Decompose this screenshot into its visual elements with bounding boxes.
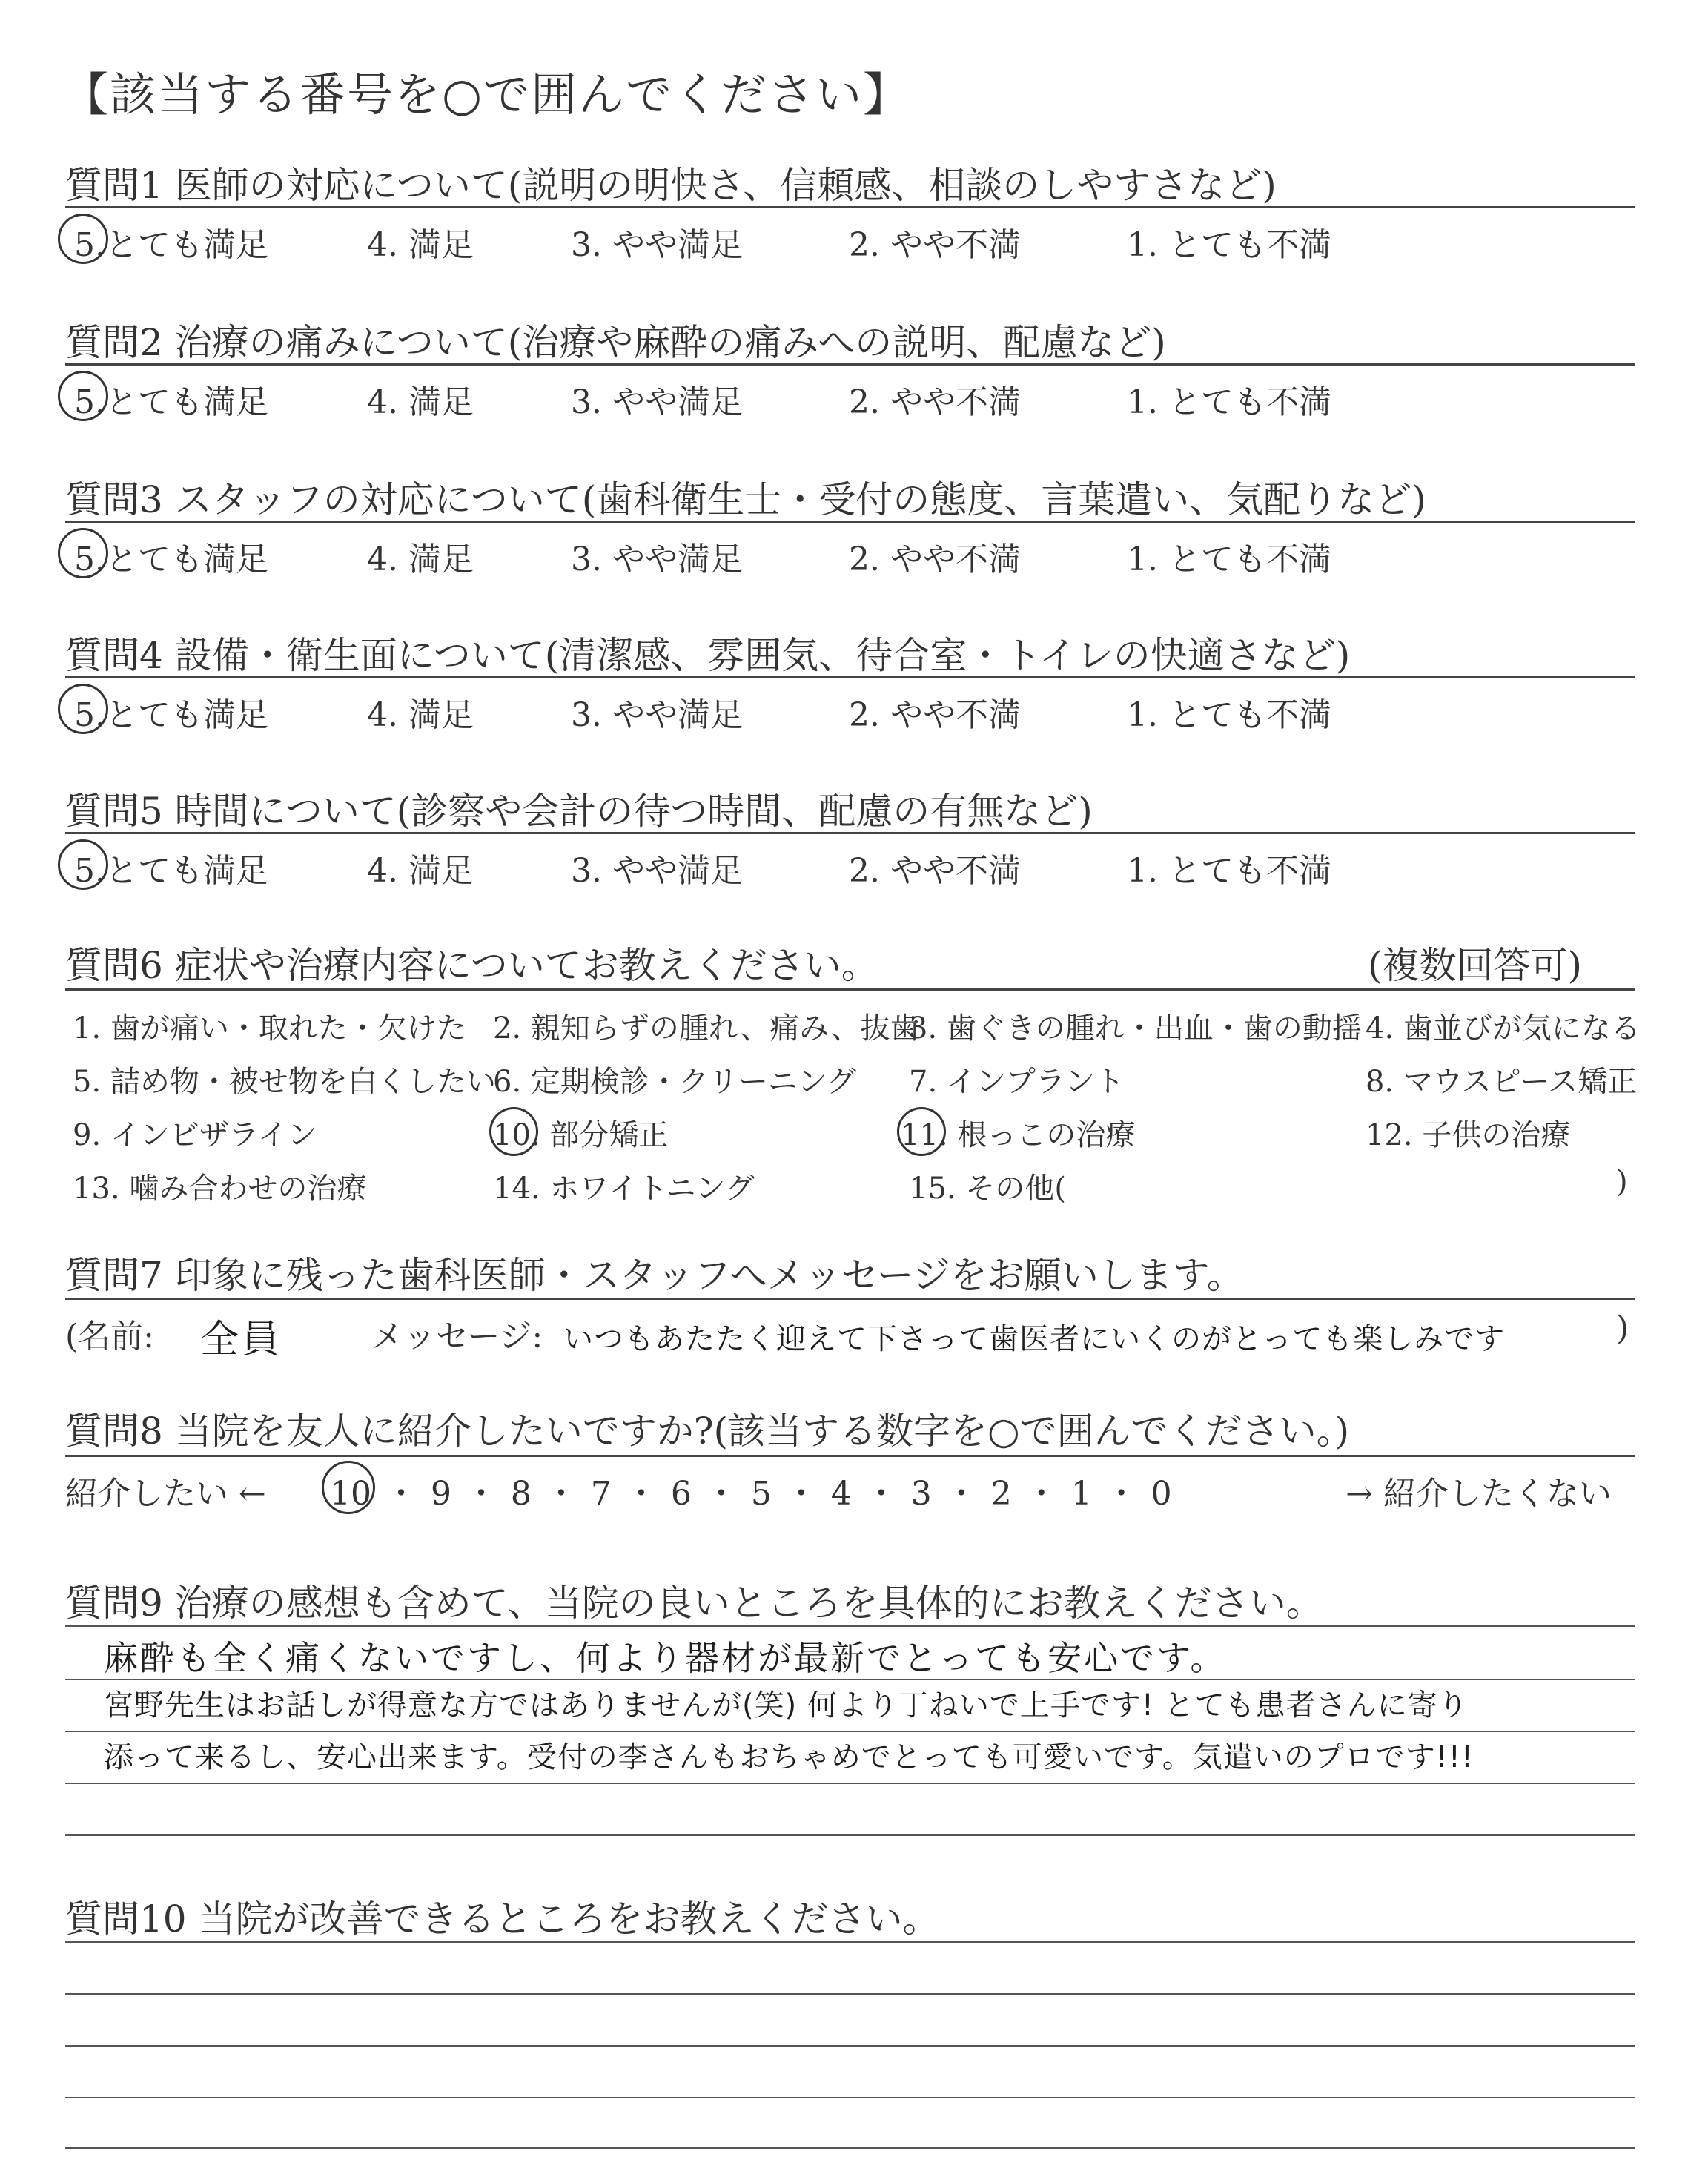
q3-option-4[interactable]: 4. 満足	[367, 541, 474, 578]
q4-option-3[interactable]: 3. やや満足	[571, 696, 743, 734]
selected-circle-q2	[58, 371, 108, 421]
q6-item-15[interactable]: 15. その他(	[909, 1172, 1066, 1206]
q1-option-4[interactable]: 4. 満足	[367, 226, 474, 264]
q9-answer-line-2[interactable]: 宮野先生はお話しが得意な方ではありませんが(笑) 何より丁ねいで上手です! とても患者さんに寄り	[104, 1688, 1469, 1723]
q6-item-5[interactable]: 5. 詰め物・被せ物を白くしたい	[73, 1065, 496, 1099]
q4-option-2[interactable]: 2. やや不満	[849, 696, 1021, 734]
q8-left-label: 紹介したい ←	[65, 1475, 266, 1513]
q6-item-15-close: )	[1616, 1165, 1628, 1199]
q3-option-3[interactable]: 3. やや満足	[571, 541, 743, 578]
q1-option-2[interactable]: 2. やや不満	[849, 226, 1021, 264]
q5-option-3[interactable]: 3. やや満足	[571, 852, 743, 890]
selected-circle-q4	[58, 684, 108, 734]
q9-heading: 質問9 治療の感想も含めて、当院の良いところを具体的にお教えください。	[65, 1582, 1323, 1625]
q6-item-8[interactable]: 8. マウスピース矯正	[1366, 1065, 1638, 1099]
q2-heading: 質問2 治療の痛みについて(治療や麻酔の痛みへの説明、配慮など)	[65, 321, 1166, 364]
selected-circle-q5	[58, 839, 108, 890]
q7-message-label: メッセージ:	[371, 1318, 543, 1355]
q9-answer-line-1[interactable]: 麻酔も全く痛くないですし、何より器材が最新でとっても安心です。	[104, 1638, 1227, 1678]
q3-option-1[interactable]: 1. とても不満	[1127, 541, 1331, 578]
selected-circle-q1	[58, 214, 108, 264]
q5-option-5[interactable]: 5.とても満足	[74, 852, 268, 890]
q3-option-5[interactable]: 5.とても満足	[74, 541, 268, 578]
q10-line-3	[65, 2045, 1635, 2047]
q5-option-2[interactable]: 2. やや不満	[849, 852, 1021, 890]
q1-option-5[interactable]: 5.とても満足	[74, 226, 268, 264]
selected-circle-q3	[58, 528, 108, 578]
q8-right-label: → 紹介したくない	[1345, 1475, 1612, 1513]
q7-heading: 質問7 印象に残った歯科医師・スタッフへメッセージをお願いします。	[65, 1254, 1244, 1297]
q8-rule	[65, 1455, 1635, 1457]
q6-item-9[interactable]: 9. インビザライン	[73, 1118, 317, 1152]
q10-heading: 質問10 当院が改善できるところをお教えください。	[65, 1898, 940, 1941]
q6-heading: 質問6 症状や治療内容についてお教えください。	[65, 944, 878, 987]
q4-option-1[interactable]: 1. とても不満	[1127, 696, 1331, 734]
selected-circle-q6-11	[897, 1107, 946, 1156]
selected-circle-q6-10	[489, 1107, 538, 1156]
q6-note: (複数回答可)	[1368, 944, 1583, 987]
q9-line-4	[65, 1783, 1635, 1784]
q8-scale[interactable]: 10 ・ 9 ・ 8 ・ 7 ・ 6 ・ 5 ・ 4 ・ 3 ・ 2 ・ 1 ・ 0	[330, 1475, 1172, 1513]
q6-item-11[interactable]: 11. 根っこの治療	[901, 1118, 1136, 1152]
q1-rule	[65, 206, 1635, 208]
q6-item-13[interactable]: 13. 噛み合わせの治療	[73, 1172, 367, 1206]
q7-name-label: (名前:	[65, 1318, 154, 1355]
q2-option-4[interactable]: 4. 満足	[367, 383, 474, 421]
q10-line-5	[65, 2147, 1635, 2149]
q4-rule	[65, 676, 1635, 678]
q10-line-4	[65, 2097, 1635, 2098]
q4-option-4[interactable]: 4. 満足	[367, 696, 474, 734]
q8-heading: 質問8 当院を友人に紹介したいですか?(該当する数字を○で囲んでください。)	[65, 1410, 1350, 1453]
q6-item-4[interactable]: 4. 歯並びが気になる	[1366, 1011, 1641, 1046]
q6-item-12[interactable]: 12. 子供の治療	[1366, 1118, 1571, 1152]
q6-item-7[interactable]: 7. インプラント	[909, 1065, 1125, 1099]
q3-option-2[interactable]: 2. やや不満	[849, 541, 1021, 578]
q10-line-1	[65, 1941, 1635, 1943]
q3-heading: 質問3 スタッフの対応について(歯科衛生士・受付の態度、言葉遣い、気配りなど)	[65, 478, 1426, 521]
q6-item-1[interactable]: 1. 歯が痛い・取れた・欠けた	[73, 1011, 466, 1046]
q7-name-value[interactable]: 全員	[200, 1318, 282, 1362]
q5-option-4[interactable]: 4. 満足	[367, 852, 474, 890]
q6-rule	[65, 988, 1635, 991]
q6-item-2[interactable]: 2. 親知らずの腫れ、痛み、抜歯	[493, 1011, 920, 1046]
q7-rule	[65, 1298, 1635, 1300]
q6-item-6[interactable]: 6. 定期検診・クリーニング	[493, 1065, 857, 1099]
q6-item-3[interactable]: 3. 歯ぐきの腫れ・出血・歯の動揺	[909, 1011, 1362, 1046]
q4-heading: 質問4 設備・衛生面について(清潔感、雰囲気、待合室・トイレの快適さなど)	[65, 634, 1351, 677]
q2-rule	[65, 363, 1635, 366]
q5-heading: 質問5 時間について(診察や会計の待つ時間、配慮の有無など)	[65, 790, 1093, 833]
q7-close: )	[1616, 1309, 1629, 1347]
q1-option-1[interactable]: 1. とても不満	[1127, 226, 1331, 264]
q2-option-5[interactable]: 5.とても満足	[74, 383, 268, 421]
page-title: 【該当する番号を○で囲んでください】	[62, 67, 911, 122]
q2-option-1[interactable]: 1. とても不満	[1127, 383, 1331, 421]
q7-message-value[interactable]: いつもあたたく迎えて下さって歯医者にいくのがとっても楽しみです	[563, 1322, 1506, 1356]
q1-option-3[interactable]: 3. やや満足	[571, 226, 743, 264]
q2-option-3[interactable]: 3. やや満足	[571, 383, 743, 421]
q9-line-1	[65, 1625, 1635, 1627]
q2-option-2[interactable]: 2. やや不満	[849, 383, 1021, 421]
q10-line-2	[65, 1993, 1635, 1995]
q5-option-1[interactable]: 1. とても不満	[1127, 852, 1331, 890]
q9-answer-line-3[interactable]: 添って来るし、安心出来ます。受付の李さんもおちゃめでとっても可愛いです。気遣いのプロです!!!	[104, 1740, 1474, 1774]
q1-heading: 質問1 医師の対応について(説明の明快さ、信頼感、相談のしやすさなど)	[65, 164, 1277, 207]
q5-rule	[65, 832, 1635, 834]
q6-item-14[interactable]: 14. ホワイトニング	[493, 1172, 755, 1206]
q3-rule	[65, 521, 1635, 523]
q6-item-10[interactable]: 10. 部分矯正	[493, 1118, 669, 1152]
selected-circle-q8-10	[322, 1461, 375, 1514]
q9-line-5	[65, 1834, 1635, 1836]
q9-line-3	[65, 1731, 1635, 1732]
q4-option-5[interactable]: 5.とても満足	[74, 696, 268, 734]
